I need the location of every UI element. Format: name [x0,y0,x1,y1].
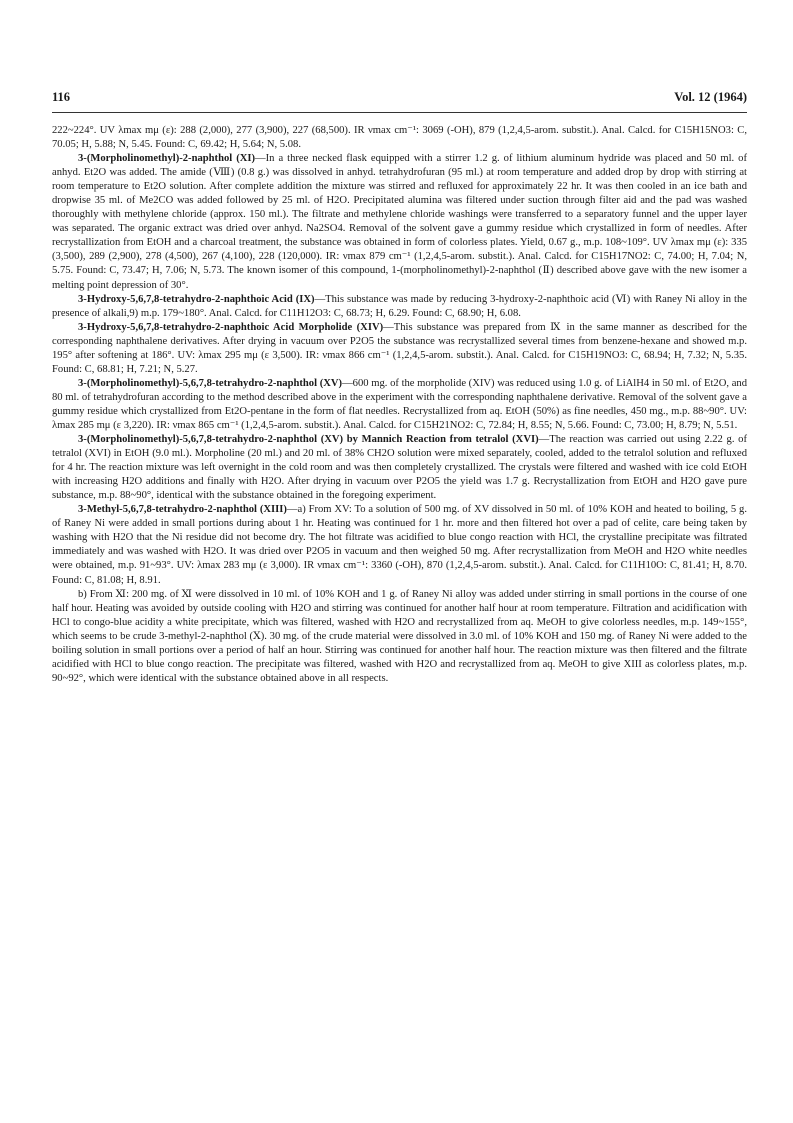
compound-heading: 3-(Morpholinomethyl)-2-naphthol (XI) [78,153,256,165]
paragraph-text: —This substance was prepared from Ⅸ in the same manner as described for the corresponding naphthalene derivatives. After drying in vacuum over P2O5 the substance was recrystallized several times from benzene-hexane and showed m.p. 195° after softening at 186°. UV: λmax 295 mμ (ε 3,500). IR: νmax 866 cm⁻¹ (1,2,4,5-arom. substit.). Anal. Calcd. for C15H19NO3: C, 68.94; H, 7.32; N, 5.35. Found: C, 68.81; H, 7.21; N, 5.27. [52,321,748,375]
paragraph-xv-mannich [52,433,747,503]
paragraph-xiv [52,321,747,377]
page-header [52,90,747,108]
paragraph-text: —600 mg. of the morpholide (XIV) was reduced using 1.0 g. of LiAlH4 in 50 ml. of Et2O, and 80 ml. of tetrahydrofuran according to the method described above in the experiment with the corresponding naphthalene derivative. Removal of the solvent gave a gummy residue which crystallized from Et2O-pentane in the form of flat needles. Recrystallized from aq. EtOH (50%) as fine needles, 450 mg., m.p. 88~90°. UV: λmax 285 mμ (ε 3,220). IR: νmax 865 cm⁻¹ (1,2,4,5-arom. substit.). Anal. Calcd. for C15H21NO2: C, 72.84; H, 8.55; N, 5.66. Found: C, 73.00; H, 8.79; N, 5.51. [52,377,747,431]
compound-heading: 3-(Morpholinomethyl)-5,6,7,8-tetrahydro-2-naphthol (XV) by Mannich Reaction from tetralol (XVI) [78,434,539,446]
paragraph-xv [52,377,747,433]
compound-heading: 3-Methyl-5,6,7,8-tetrahydro-2-naphthol (XIII) [78,504,287,516]
paragraph-text: —The reaction was carried out using 2.22 g. of tetralol (XVI) in EtOH (9.0 ml.). Morpholine (20 ml.) and 20 ml. of 38% CH2O solution were mixed separately, cooled, added to the tetralol solution and refluxed for 4 hr. The reaction mixture was left overnight in the cold room and was then completely crystallized. The crystals were filtered and washed with ice cold EtOH with increasing H2O additions and finally with H2O. After drying in vacuum over P2O5 the yield was 1.7 g. Recrystallization from EtOH and H2O gave pure substance, m.p. 88~90°, identical with the substance obtained in the foregoing experiment. [52,434,748,502]
compound-heading: 3-Hydroxy-5,6,7,8-tetrahydro-2-naphthoic Acid Morpholide (XIV) [78,321,384,333]
paragraph-text: —This substance was made by reducing 3-hydroxy-2-naphthoic acid (Ⅵ) with Raney Ni alloy in the presence of alkali,9) m.p. 179~180°. Anal. Calcd. for C11H12O3: C, 68.73; H, 6.29. Found: C, 68.90; H, 6.08. [52,293,747,319]
paragraph-ix [52,293,747,321]
page-number: 116 [52,90,71,104]
paragraph-xi [52,152,747,292]
header-rule [52,112,747,113]
paragraph-xiii-a [52,503,747,587]
paragraph-text: —a) From XV: To a solution of 500 mg. of XV dissolved in 50 ml. of 10% KOH and heated to boiling, 5 g. of Raney Ni were added in small portions during about 1 hr. Heating was continued for 1 hr. more and then filtered hot over a pad of celite, care being taken by washing with H2O that the Ni residue did not become dry. The hot filtrate was acidified to blue congo reaction with HCl, the crystalline precipitate was filtrated immediately and was washed with H2O. It was dried over P2O5 in vacuum and then weighed 50 mg. After recrystallization from MeOH and H2O white needles were obtained, m.p. 91~93°. UV: λmax 283 mμ (ε 3,000). IR νmax cm⁻¹: 3360 (-OH), 870 (1,2,4,5-arom. substit.). Anal. Calcd. for C11H10O: C, 81.41; H, 8.70. Found: C, 81.08; H, 8.91. [52,504,747,586]
paragraph-continued: 222~224°. UV λmax mμ (ε): 288 (2,000), 277 (3,900), 227 (68,500). IR νmax cm⁻¹: 3069 (-OH), 879 (1,2,4,5-arom. substit.). Anal. Calcd. for C15H15NO3: C, 70.05; H, 5.88; N, 5.45. Found: C, 69.42; H, 5.64; N, 5.08. [52,125,747,151]
paragraph-text: —In a three necked flask equipped with a stirrer 1.2 g. of lithium aluminum hydride was placed and 50 ml. of anhyd. Et2O was added. The amide (Ⅷ) (0.8 g.) was dissolved in anhyd. tetrahydrofuran (95 ml.) at room temperature and added drop by drop with stirring at room temperature to Et2O solution. After complete addition the mixture was stirred and refluxed for approximately 22 hr. It was then cooled in an ice bath and dropwise 35 ml. of Me2CO was added followed by 25 ml. of H2O. Precipitated alumina was filtered under suction through filter aid and the pad was washed thoroughly with methylene chloride (approx. 150 ml.). The filtrate and methylene chloride washings were transferred to a separatory funnel and the upper layer was separated. The organic extract was dried over anhyd. Na2SO4. Removal of the solvent gave a gummy residue which crystallized in form of needles. After recrystallization from EtOH and a charcoal treatment, the substance was obtained in form of colorless plates. Yield, 0.67 g., m.p. 108~109°. UV λmax mμ (ε): 335 (3,500), 289 (2,900), 278 (4,500), 267 (4,100), 228 (120,000). IR: νmax 879 cm⁻¹ (1,2,4,5-arom. substit.). Anal. Calcd. for C15H17NO2: C, 74.00; H, 7.04; N, 5.75. Found: C, 73.47; H, 7.06; N, 5.73. The known isomer of this compound, 1-(morpholinomethyl)-2-naphthol (Ⅱ) described above gave with the new isomer a melting point depression of 30°. [52,153,747,291]
paragraph-xiii-b: b) From Ⅺ: 200 mg. of Ⅺ were dissolved in 10 ml. of 10% KOH and 1 g. of Raney Ni alloy was added under stirring in small portions in the course of one half hour. Heating was avoided by outside cooling with H2O and stirring was continued for another half hour at room temperature. Filtration and acidification with HCl to congo-blue acidity a white precipitate, which was filtered, washed with H2O and recrystallized from aq. MeOH to give colorless needles, m.p. 149~155°, which seems to be crude 3-methyl-2-naphthol (Ⅹ). 30 mg. of the crude material were dissolved in 3.0 ml. of 10% KOH and 150 mg. of Raney Ni were added to the boiling solution in small portions over a period of half an hour. Stirring was continued for another half hour. The reaction mixture was then filtered and the filtrate acidified with HCl to blue congo reaction. The precipitate was filtered, washed with H2O and recrystallized from aq. MeOH to give XIII as colorless plates, m.p. 90~92°, which were identical with the substance obtained above in all respects. [52,588,747,684]
compound-heading: 3-(Morpholinomethyl)-5,6,7,8-tetrahydro-2-naphthol (XV) [78,377,343,389]
volume-label: Vol. 12 (1964) [674,90,747,104]
compound-heading: 3-Hydroxy-5,6,7,8-tetrahydro-2-naphthoic Acid (IX) [78,293,315,305]
article-body [52,124,747,686]
